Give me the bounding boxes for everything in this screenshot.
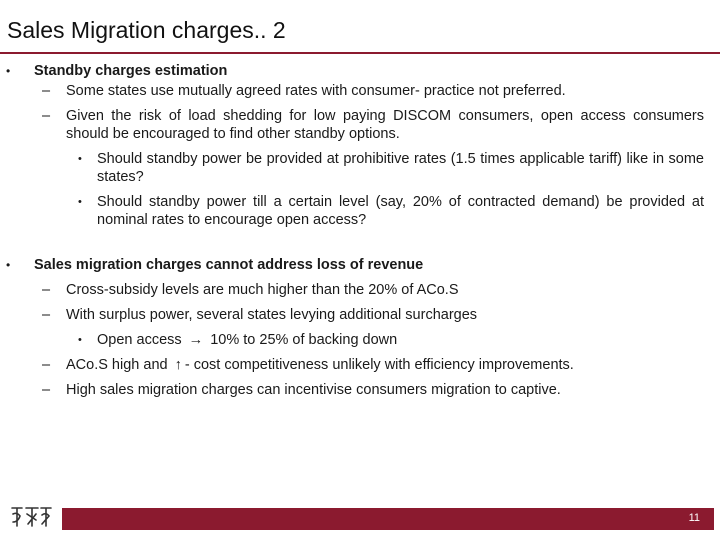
right-arrow-icon: → — [188, 332, 204, 348]
slide-content — [0, 62, 720, 399]
sub-bullet — [42, 82, 704, 100]
slide-title: Sales Migration charges.. 2 — [7, 17, 286, 43]
organization-logo-icon — [8, 500, 54, 532]
page-number: 11 — [688, 512, 700, 524]
dash-marker: – — [42, 382, 51, 398]
title-divider — [0, 52, 720, 54]
sub-bullet — [42, 356, 704, 374]
sub-bullet-text: Some states use mutually agreed rates with consumer- practice not preferred. — [66, 83, 566, 99]
bullet-heading: Standby charges estimation — [34, 63, 228, 79]
sub-bullet-text: High sales migration charges can incentivise consumers migration to captive. — [66, 382, 561, 398]
sub-bullet — [42, 107, 704, 143]
dot-marker: • — [78, 196, 82, 208]
up-arrow-icon: ↑ — [174, 357, 182, 373]
bullet-sales-migration — [6, 256, 704, 274]
bullet-heading: Sales migration charges cannot address loss of revenue — [34, 257, 424, 273]
open-access-value: 10% to 25% of backing down — [210, 332, 398, 348]
sub-bullet — [42, 306, 704, 324]
sub-bullet-text: Given the risk of load shedding for low paying DISCOM consumers, open access consumers should be encouraged to find other standby options. — [66, 108, 704, 142]
sub-sub-bullet-open-access — [78, 331, 704, 349]
dot-marker: • — [78, 153, 82, 165]
sub-sub-bullet-text: Should standby power be provided at prohibitive rates (1.5 times applicable tariff) like in some states? — [97, 151, 704, 185]
bullet-standby-charges — [6, 62, 704, 80]
sub-bullet — [42, 281, 704, 299]
section-gap — [0, 229, 720, 256]
sub-sub-bullet — [78, 150, 704, 186]
sub-bullet-text: Cross-subsidy levels are much higher than the 20% of ACo.S — [66, 282, 459, 298]
sub-bullet-text: - cost competitiveness unlikely with efficiency improvements. — [184, 357, 574, 373]
open-access-label: Open access — [97, 332, 182, 348]
dash-marker: – — [42, 83, 51, 99]
sub-sub-bullet-text: Should standby power till a certain level (say, 20% of contracted demand) be provided at nominal rates to encourage open access? — [97, 194, 704, 228]
dot-marker: • — [78, 334, 82, 346]
dash-marker: – — [42, 357, 51, 373]
dash-marker: – — [42, 108, 51, 124]
bullet-marker: • — [6, 258, 11, 272]
sub-bullet — [42, 381, 704, 399]
sub-bullet-text: With surplus power, several states levying additional surcharges — [66, 307, 478, 323]
sub-sub-bullet — [78, 193, 704, 229]
footer-bar — [62, 508, 714, 530]
dash-marker: – — [42, 282, 51, 298]
bullet-marker: • — [6, 64, 11, 78]
dash-marker: – — [42, 307, 51, 323]
sub-bullet-text: ACo.S high and — [66, 357, 168, 373]
